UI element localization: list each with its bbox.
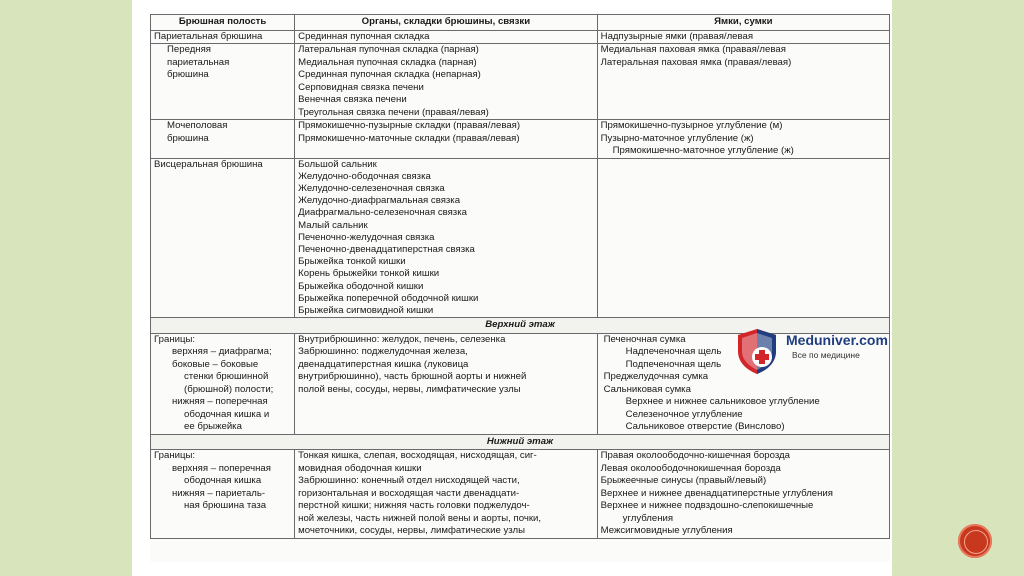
cell-text: Медиальная пупочная складка (парная): [298, 56, 477, 68]
cell-text: Левая околоободочнокишечная борозда: [600, 462, 781, 474]
cell-text: ободочная кишка и: [184, 408, 270, 420]
cell-text: Подпеченочная щель: [625, 358, 722, 370]
cell-text: Желудочно-селезеночная связка: [298, 182, 445, 194]
table-row: [151, 30, 890, 44]
cell: [295, 30, 598, 44]
cell-text: ее брыжейка: [184, 421, 242, 433]
cell-text: мочеточники, сосуды, нервы, лимфатические узлы: [298, 525, 526, 537]
cell-text: Прямокишечно-пузырные складки (правая/левая): [298, 120, 521, 131]
document-scan: [150, 14, 890, 562]
cell-text: Латеральная пупочная складка (парная): [298, 44, 479, 55]
peritoneum-table: [150, 14, 890, 539]
cell-text: верхняя – диафрагма;: [172, 346, 272, 358]
header-organs: Органы, складки брюшины, связки: [295, 15, 598, 31]
cell-text: Диафрагмально-селезеночная связка: [298, 207, 467, 219]
cell-text: Надпеченочная щель: [625, 346, 722, 358]
logo-name: Meduniver.com: [786, 332, 888, 348]
cell-text: Селезеночное углубление: [625, 408, 743, 420]
cell-text: Малый сальник: [298, 219, 368, 231]
cell-text: внутрибрюшинно), часть брюшной аорты и нижней: [298, 371, 527, 383]
cell-text: боковые – боковые: [172, 358, 259, 370]
cell-text: стенки брюшинной: [184, 371, 269, 383]
cell-text: Латеральная паховая ямка (правая/левая): [600, 56, 792, 68]
cell-text: Печеночно-желудочная связка: [298, 231, 435, 243]
cell: [295, 333, 598, 434]
cell-text: Правая околоободочно-кишечная борозда: [600, 450, 790, 462]
cell-text: Срединная пупочная складка: [298, 30, 430, 42]
cell: [295, 120, 598, 159]
cell: [597, 158, 889, 318]
cell-text: Висцеральная брюшина: [154, 158, 263, 170]
cell-text: Границы:: [154, 450, 196, 462]
cell-text: Межсигмовидные углубления: [600, 525, 733, 537]
cell-text: Верхнее и нижнее сальниковое углубление: [625, 396, 820, 408]
cell-text: Брыжейка поперечной ободочной кишки: [298, 292, 479, 304]
cell-text: мовидная ободочная кишки: [298, 462, 422, 474]
cell-text: Париетальная брюшина: [154, 30, 263, 42]
cell-text: Желудочно-диафрагмальная связка: [298, 195, 461, 207]
table-row: [151, 450, 890, 539]
cell-text: нижняя – париеталь-: [172, 487, 266, 499]
cell-text: Брыжейка ободочной кишки: [298, 280, 424, 292]
cell-text: Границы:: [154, 333, 196, 345]
cell: [295, 450, 598, 539]
cell-text: Передняя: [167, 44, 211, 55]
cell-text: брюшина: [167, 132, 209, 144]
upper-floor-title: Верхний этаж: [151, 318, 890, 334]
cell-text: Прямокишечно-пузырное углубление (м): [600, 120, 783, 131]
cell: [597, 120, 889, 159]
meduniver-logo: [732, 326, 892, 376]
cell-text: Забрюшинно: конечный отдел нисходящей части,: [298, 475, 520, 487]
cell-text: Забрюшинно: поджелудочная железа,: [298, 346, 468, 358]
cell-text: Внутрибрюшинно: желудок, печень, селезенка: [298, 333, 506, 345]
cell-text: Пузырно-маточное углубление (ж): [600, 132, 754, 144]
cell-text: Медиальная паховая ямка (правая/левая: [600, 44, 786, 55]
cell: [151, 30, 295, 44]
cell: [597, 30, 889, 44]
cell-text: углубления: [622, 512, 674, 524]
cell: [597, 450, 889, 539]
cell-text: Преджелудочная сумка: [603, 371, 709, 383]
cell-text: полой вены, сосуды, нервы, лимфатические узлы: [298, 383, 521, 395]
cell-text: ная брюшина таза: [184, 500, 267, 512]
cell-text: Брыжеечные синусы (правый/левый): [600, 475, 767, 487]
cell-text: Прямокишечно-маточные складки (правая/левая): [298, 132, 520, 144]
cell-text: Большой сальник: [298, 158, 377, 170]
cell-text: Верхнее и нижнее двенадцатиперстные углубления: [600, 487, 833, 499]
cell-text: Сальниковое отверстие (Винслово): [625, 421, 785, 433]
cell: [151, 333, 295, 434]
cell-text: Прямокишечно-маточное углубление (ж): [612, 145, 794, 156]
cell: [151, 450, 295, 539]
cell-text: Срединная пупочная складка (непарная): [298, 69, 481, 80]
cell: [151, 158, 295, 318]
table-row: [151, 158, 890, 318]
section-row-lower: [151, 434, 890, 450]
lower-floor-title: Нижний этаж: [151, 434, 890, 450]
cell-text: Треугольная связка печени (правая/левая): [298, 106, 489, 118]
cell: [295, 44, 598, 120]
cell: [295, 158, 598, 318]
cell: [151, 44, 295, 120]
cell-text: перстной кишки; нижняя часть головки поджелудоч-: [298, 500, 530, 512]
table-row: [151, 120, 890, 159]
cell-text: Желудочно-ободочная связка: [298, 170, 431, 182]
cell-text: Мочеполовая: [167, 120, 228, 131]
cell-text: нижняя – поперечная: [172, 396, 268, 408]
cell-text: Брыжейка сигмовидной кишки: [298, 304, 434, 316]
cell-text: Тонкая кишка, слепая, восходящая, нисходящая, сиг-: [298, 450, 537, 462]
cell-text: Корень брыжейки тонкой кишки: [298, 268, 440, 280]
cell-text: верхняя – поперечная: [172, 462, 271, 474]
header-cavity: Брюшная полость: [151, 15, 295, 31]
cell-text: Верхнее и нижнее подвздошно-слепокишечные: [600, 500, 814, 512]
cell-text: Надпузырные ямки (правая/левая: [600, 30, 754, 42]
cell-text: Печеночная сумка: [603, 333, 686, 345]
table-row: [151, 44, 890, 120]
cell-text: ободочная кишка: [184, 475, 262, 487]
cell-text: Брыжейка тонкой кишки: [298, 256, 406, 268]
next-slide-button[interactable]: [958, 524, 992, 558]
cell-text: Серповидная связка печени: [298, 81, 424, 93]
cell-text: ной железы, часть нижней полой вены и аорты, почки,: [298, 512, 542, 524]
cell-text: брюшина: [167, 69, 209, 80]
cell-text: (брюшной) полости;: [184, 383, 274, 395]
cell-text: двенадцатиперстная кишка (луковица: [298, 358, 469, 370]
cell-text: Венечная связка печени: [298, 94, 407, 105]
cell-text: париетальная: [167, 56, 230, 68]
cell-text: Печеночно-двенадцатиперстная связка: [298, 243, 475, 255]
cell: [151, 120, 295, 159]
header-fossae: Ямки, сумки: [597, 15, 889, 31]
cell: [597, 44, 889, 120]
cell-text: Сальниковая сумка: [603, 383, 691, 395]
cell-text: горизонтальная и восходящая части двенадцати-: [298, 487, 520, 499]
logo-tagline: Все по медицине: [792, 350, 860, 360]
table-header-row: [151, 15, 890, 31]
shield-cross-icon: [732, 326, 782, 376]
